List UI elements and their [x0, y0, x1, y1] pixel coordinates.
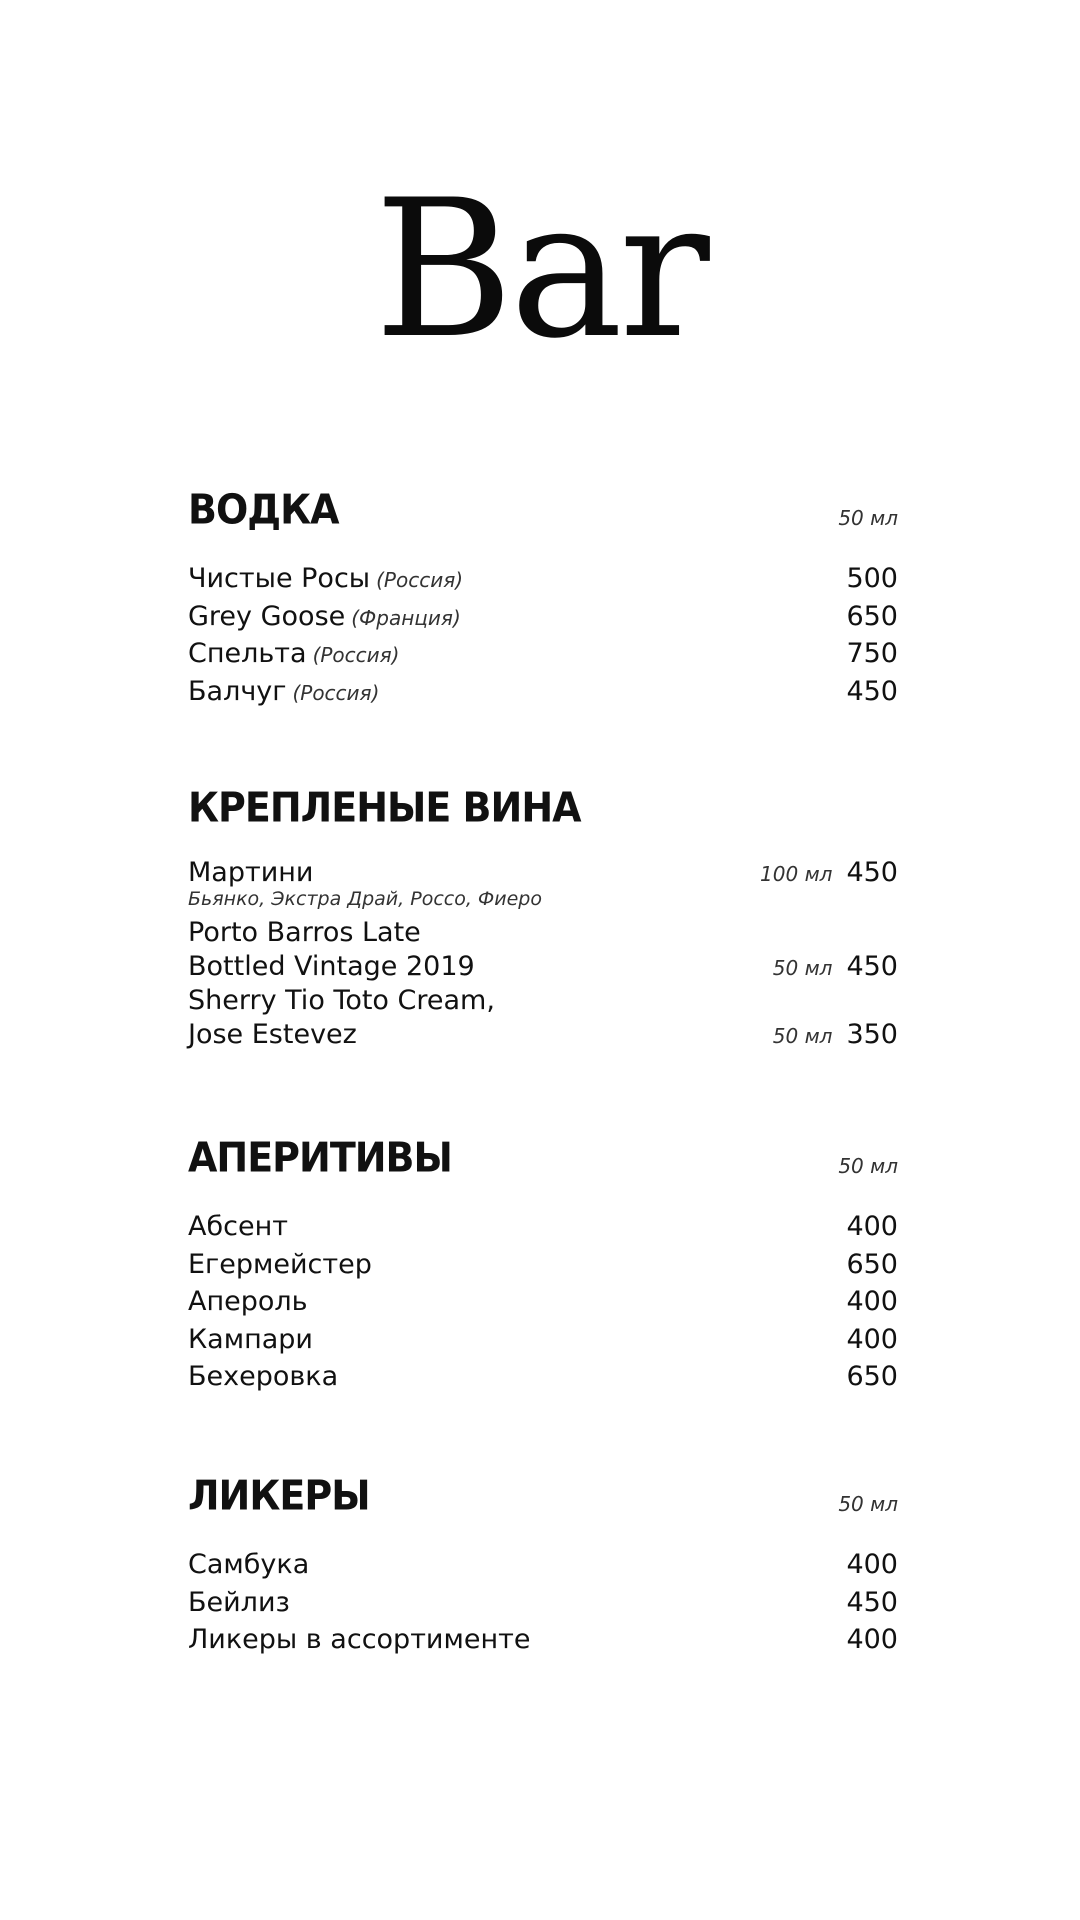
- item-name: Grey Goose: [188, 600, 346, 632]
- item-volume: 50 мл: [772, 1024, 833, 1048]
- item-name: Бейлиз: [188, 1586, 290, 1618]
- item-origin: (Франция): [351, 605, 461, 630]
- item-origin: (Россия): [292, 680, 380, 705]
- item-volume: 100 мл: [760, 862, 833, 886]
- menu-item: [188, 635, 898, 673]
- item-price: 750: [846, 638, 898, 669]
- section-liqueurs: [188, 1466, 898, 1659]
- item-varieties: Бьянко, Экстра Драй, Россо, Фиеро: [188, 888, 542, 910]
- section-header: [188, 480, 898, 534]
- menu-item: [188, 1321, 898, 1359]
- item-name: Спельта: [188, 638, 307, 669]
- item-price: 400: [846, 1549, 898, 1580]
- menu-item: [188, 1546, 898, 1584]
- section-volume: 50 мл: [838, 506, 898, 530]
- menu-item: [188, 560, 898, 598]
- item-price: 350: [846, 1019, 898, 1050]
- menu-item: [188, 1584, 898, 1622]
- item-name-line1: Porto Barros Late: [188, 917, 421, 948]
- section-title: АПЕРИТИВЫ: [188, 1133, 452, 1182]
- item-name: Апероль: [188, 1286, 308, 1317]
- item-price: 450: [846, 1586, 898, 1618]
- section-aperitifs: [188, 1128, 898, 1396]
- item-name: Егермейстер: [188, 1248, 372, 1280]
- menu-item: [188, 1358, 898, 1396]
- menu-item: [188, 916, 898, 984]
- item-name: Кампари: [188, 1323, 313, 1355]
- item-name-line2: Bottled Vintage 2019: [188, 951, 475, 982]
- item-volume: 50 мл: [772, 956, 833, 980]
- item-name: Абсент: [188, 1211, 288, 1242]
- item-origin: (Россия): [312, 643, 400, 667]
- section-volume: 50 мл: [838, 1154, 898, 1178]
- item-name: Мартини: [188, 857, 314, 888]
- section-header: [188, 1466, 898, 1520]
- item-name-line2: Jose Estevez: [188, 1019, 357, 1050]
- section-header: [188, 1128, 898, 1182]
- item-price: 400: [846, 1211, 898, 1242]
- item-name: Ликеры в ассортименте: [188, 1624, 531, 1655]
- menu-item: [188, 1283, 898, 1321]
- item-name: Бехеровка: [188, 1361, 339, 1392]
- section-vodka: [188, 480, 898, 710]
- item-price: 400: [846, 1624, 898, 1655]
- section-title: КРЕПЛЕНЫЕ ВИНА: [188, 783, 581, 832]
- item-price: 450: [846, 951, 898, 982]
- item-name: Чистые Росы: [188, 563, 371, 594]
- section-fortified-wines: [188, 778, 898, 1052]
- item-name-line1: Sherry Tio Toto Cream,: [188, 985, 495, 1016]
- item-price: 450: [846, 857, 898, 888]
- menu-item: [188, 856, 898, 914]
- section-title: ЛИКЕРЫ: [188, 1471, 370, 1520]
- item-price: 650: [846, 600, 898, 632]
- item-price: 500: [846, 563, 898, 594]
- menu-item: [188, 673, 898, 711]
- menu-item: [188, 598, 898, 636]
- menu-item: [188, 984, 898, 1052]
- section-header: [188, 778, 898, 832]
- menu-item: [188, 1621, 898, 1659]
- item-name: Балчуг: [188, 675, 287, 707]
- section-title: ВОДКА: [188, 485, 339, 534]
- item-price: 400: [846, 1286, 898, 1317]
- item-price: 450: [846, 675, 898, 707]
- section-volume: 50 мл: [838, 1492, 898, 1516]
- menu-item: [188, 1208, 898, 1246]
- item-price: 400: [846, 1323, 898, 1355]
- item-name: Самбука: [188, 1549, 310, 1580]
- item-origin: (Россия): [376, 568, 464, 592]
- page-title: Bar: [374, 159, 706, 380]
- item-price: 650: [846, 1248, 898, 1280]
- item-price: 650: [846, 1361, 898, 1392]
- menu-item: [188, 1246, 898, 1284]
